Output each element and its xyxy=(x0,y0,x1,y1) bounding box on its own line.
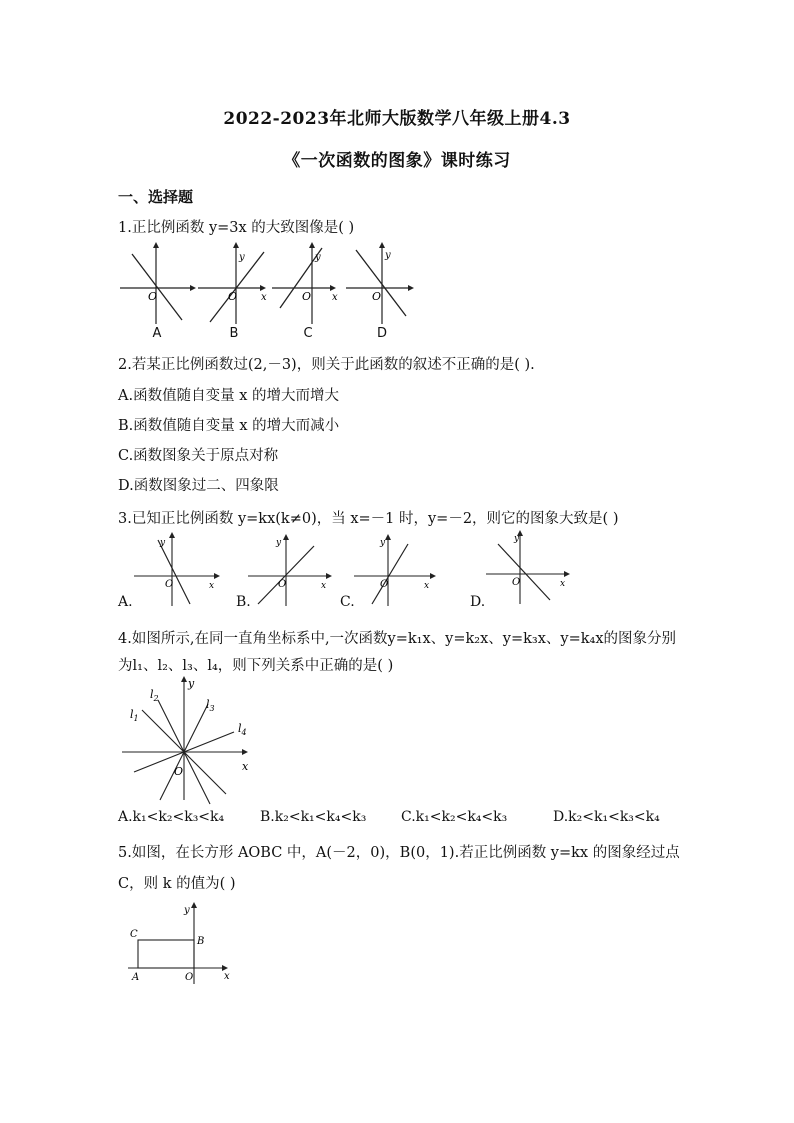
x-axis-label: x xyxy=(209,581,215,591)
origin-label: O xyxy=(148,290,158,303)
q2-option-b: B.函数值随自变量 x 的增大而减小 xyxy=(118,418,340,434)
question-5-line-1: 5.如图，在长方形 AOBC 中，A(－2，0)，B(0，1).若正比例函数 y=kx 的图象经过点 xyxy=(118,845,680,861)
point-a-label: A xyxy=(132,972,140,983)
x-axis-label: x xyxy=(332,292,338,303)
line-label-l2: $l_2$ xyxy=(150,688,159,703)
q3-option-d: D. xyxy=(470,594,486,610)
q1-letter-d: D xyxy=(376,326,387,341)
y-axis-label: y xyxy=(276,538,282,548)
origin-label: O xyxy=(174,765,184,778)
q4-option-d: D.k₂<k₁<k₃<k₄ xyxy=(553,809,660,825)
q1-graph-c xyxy=(272,244,344,324)
origin-label: O xyxy=(185,972,194,983)
x-axis-label: x xyxy=(321,581,327,591)
y-axis-label: y xyxy=(514,534,520,544)
q1-graph-a xyxy=(120,244,192,324)
q2-option-c: C.函数图象关于原点对称 xyxy=(118,448,279,464)
q3-option-c: C. xyxy=(340,594,355,610)
q3-option-b: B. xyxy=(236,594,251,610)
question-2: 2.若某正比例函数过(2,－3)，则关于此函数的叙述不正确的是( ). xyxy=(118,357,535,373)
q3-graph-b xyxy=(248,536,338,606)
origin-label: O xyxy=(302,290,312,303)
q1-letter-c: C xyxy=(303,326,313,341)
origin-label: O xyxy=(278,579,287,590)
x-axis-label: x xyxy=(242,760,249,773)
q4-option-c: C.k₁<k₂<k₄<k₃ xyxy=(401,809,508,825)
point-c-label: C xyxy=(130,929,138,940)
question-1: 1.正比例函数 y=3x 的大致图像是( ) xyxy=(118,220,355,236)
y-axis-label: y xyxy=(184,905,190,916)
q2-option-a: A.函数值随自变量 x 的增大而增大 xyxy=(118,388,339,404)
origin-label: O xyxy=(165,579,174,590)
q1-letter-a: A xyxy=(152,326,162,341)
question-5-line-2: C，则 k 的值为( ) xyxy=(118,876,236,892)
y-axis-label: y xyxy=(188,677,195,690)
q4-graph xyxy=(122,676,256,800)
q3-graph-a xyxy=(134,534,224,606)
q2-option-d: D.函数图象过二、四象限 xyxy=(118,478,279,494)
title-line-2: 《一次函数的图象》课时练习 xyxy=(283,151,511,171)
line-label-l1: $l_1$ xyxy=(130,708,139,723)
question-4-line-2: 为l₁、l₂、l₃、l₄，则下列关系中正确的是( ) xyxy=(118,658,394,674)
x-axis-label: x xyxy=(224,971,230,982)
y-axis-label: y xyxy=(315,252,321,263)
x-axis-label: x xyxy=(424,581,430,591)
q1-graph-d xyxy=(346,244,418,324)
q1-graph-b xyxy=(198,244,270,324)
section-heading: 一、选择题 xyxy=(118,188,194,206)
x-axis-label: x xyxy=(261,292,267,303)
y-axis-label: y xyxy=(239,252,245,263)
q5-graph xyxy=(124,902,236,986)
question-3: 3.已知正比例函数 y=kx(k≠0)，当 x=－1 时，y=－2，则它的图象大致是( ) xyxy=(118,511,619,527)
y-axis-label: y xyxy=(160,538,166,548)
line-label-l3: $l_3$ xyxy=(206,698,215,713)
point-b-label: B xyxy=(197,936,205,947)
q3-graph-d xyxy=(486,532,576,604)
origin-label: O xyxy=(512,577,521,588)
x-axis-label: x xyxy=(560,579,566,589)
origin-label: O xyxy=(380,579,389,590)
q3-option-a: A. xyxy=(118,594,133,610)
q4-option-b: B.k₂<k₁<k₄<k₃ xyxy=(260,809,367,825)
title-line-1: 2022-2023年北师大版数学八年级上册4.3 xyxy=(223,109,571,129)
origin-label: O xyxy=(228,290,238,303)
q1-letter-b: B xyxy=(229,326,239,341)
y-axis-label: y xyxy=(380,538,386,548)
y-axis-label: y xyxy=(385,250,391,261)
line-label-l4: $l_4$ xyxy=(238,722,247,737)
origin-label: O xyxy=(372,290,382,303)
q3-graph-c xyxy=(354,536,444,606)
question-4-line-1: 4.如图所示,在同一直角坐标系中,一次函数y=k₁x、y=k₂x、y=k₃x、y=k₄x的图象分别 xyxy=(118,631,677,647)
q4-option-a: A.k₁<k₂<k₃<k₄ xyxy=(118,809,225,825)
